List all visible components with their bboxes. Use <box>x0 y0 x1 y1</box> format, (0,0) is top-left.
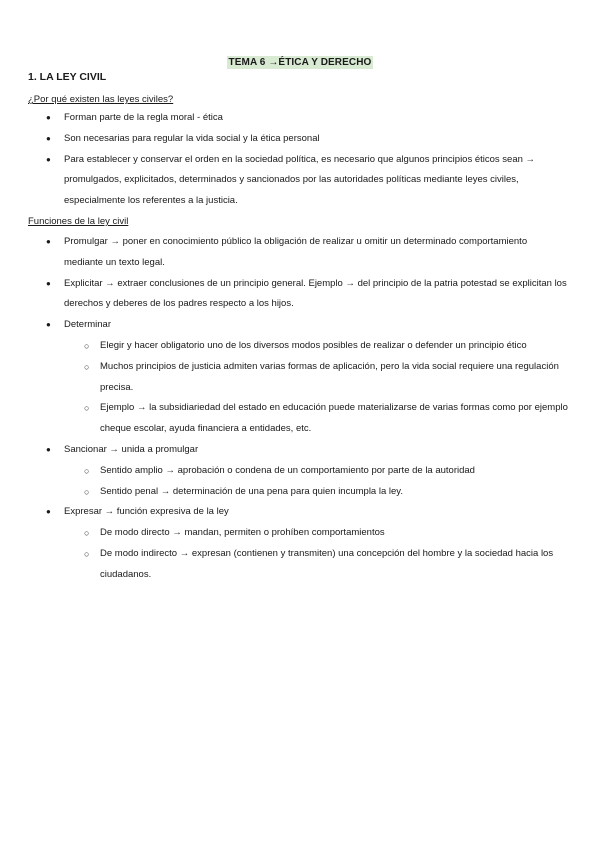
section-heading: 1. LA LEY CIVIL <box>28 71 107 83</box>
list-item-text: Forman parte de la regla moral - ética <box>64 112 223 123</box>
list-item-text: Sancionar → unida a promulgar <box>64 443 199 455</box>
bullet-icon: ● <box>46 113 51 122</box>
circle-bullet-icon: ○ <box>84 548 90 559</box>
sublist-item-text: Ejemplo → la subsidiariedad del estado en educación puede materializarse de varias formas como por ejemplo cheque escolar, ayuda financiera a entidades, etc. <box>100 402 568 435</box>
page-title: TEMA 6 →ÉTICA Y DERECHO <box>228 57 372 68</box>
bullet-icon: ● <box>46 444 51 454</box>
circle-bullet-icon: ○ <box>84 403 90 414</box>
sublist-item-text: Muchos principios de justicia admiten varias formas de aplicación, pero la vida social requiere una regulación precisa. <box>100 360 559 393</box>
circle-bullet-icon: ○ <box>84 528 90 539</box>
list-item-text: Promulgar → poner en conocimiento público la obligación de realizar u omitir un determinado comportamiento mediante un texto legal. <box>64 236 528 268</box>
functions-list <box>28 232 568 586</box>
list-item <box>28 129 568 150</box>
sublist-item-text: Elegir y hacer obligatorio uno de los diversos modos posibles de realizar o defender un principio ético <box>100 339 527 351</box>
list-item <box>28 150 568 212</box>
subheading-functions: Funciones de la ley civil <box>28 216 129 227</box>
sublist-item-text: De modo indirecto → expresan (contienen y transmiten) una concepción del hombre y la sociedad hacia los ciudadanos. <box>100 547 554 580</box>
list-item-text: Son necesarias para regular la vida social y la ética personal <box>64 132 320 144</box>
sublist <box>64 336 568 440</box>
circle-bullet-icon: ○ <box>84 465 90 476</box>
circle-bullet-icon: ○ <box>84 340 90 351</box>
sublist-item <box>64 482 568 503</box>
bullet-icon: ● <box>46 133 51 143</box>
why-list <box>28 108 568 212</box>
subheading-why: ¿Por qué existen las leyes civiles? <box>28 94 174 105</box>
circle-bullet-icon: ○ <box>84 486 90 497</box>
sublist-item <box>64 523 568 544</box>
bullet-icon: ● <box>46 154 51 164</box>
sublist <box>64 461 568 503</box>
sublist <box>64 523 568 585</box>
list-item <box>28 274 568 316</box>
sublist-item-text: Sentido amplio → aprobación o condena de un comportamiento por parte de la autoridad <box>100 464 475 476</box>
bullet-icon: ● <box>46 237 51 246</box>
list-item <box>28 108 568 129</box>
bullet-icon: ● <box>46 320 51 330</box>
sublist-item <box>64 461 568 482</box>
bullet-icon: ● <box>46 507 51 517</box>
list-item-text: Explicitar → extraer conclusiones de un principio general. Ejemplo → del principio de la patria potestad se explicitan los derechos y deberes de los padres respecto a los hijos. <box>64 277 567 310</box>
sublist-item <box>64 357 568 399</box>
sublist-item <box>64 544 568 586</box>
list-item-text: Para establecer y conservar el orden en la sociedad política, es necesario que algunos principios éticos sean → promulgados, explicitados, determinados y sancionados por las autoridades políticas mediante leyes civiles, especialmente los referentes a la justicia. <box>64 153 536 207</box>
circle-bullet-icon: ○ <box>84 361 90 372</box>
sublist-item <box>64 398 568 440</box>
list-item-text: Determinar <box>64 319 111 331</box>
sublist-item-text: De modo directo → mandan, permiten o prohíben comportamientos <box>100 527 385 539</box>
list-item <box>28 315 568 440</box>
list-item <box>28 440 568 502</box>
list-item <box>28 502 568 585</box>
bullet-icon: ● <box>46 278 51 288</box>
list-item-text: Expresar → función expresiva de la ley <box>64 506 229 518</box>
list-item <box>28 232 568 274</box>
sublist-item-text: Sentido penal → determinación de una pena para quien incumpla la ley. <box>100 485 403 497</box>
title-wrap <box>0 52 600 70</box>
sublist-item <box>64 336 568 357</box>
